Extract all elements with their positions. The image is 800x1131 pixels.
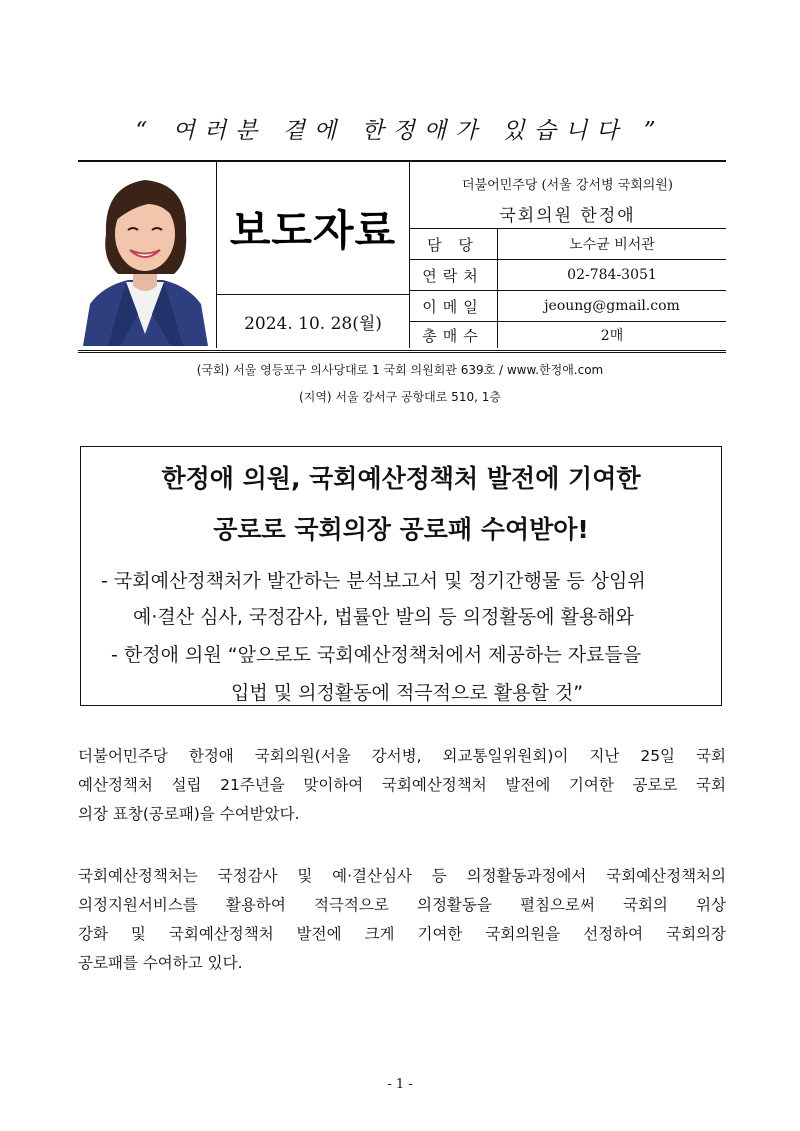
paragraph-line: 강화 및 국회예산정책처 발전에 크게 기여한 국회의원을 선정하여 국회의장	[78, 925, 726, 943]
paragraph-line: 공로패를 수여하고 있다.	[78, 954, 243, 972]
press-release-title: 보도자료	[229, 206, 397, 255]
headline-line-1: 한정애 의원, 국회예산정책처 발전에 기여한	[161, 464, 641, 493]
contact-row	[409, 229, 726, 260]
contact-row	[409, 322, 726, 349]
subheading-2-continued: 입법 및 의정활동에 적극적으로 활용할 것”	[231, 682, 584, 704]
contact-key-email: 이메일	[409, 291, 498, 322]
press-release-title-box	[216, 162, 410, 294]
contact-row	[409, 260, 726, 291]
contact-value-person: 노수균 비서관	[498, 229, 727, 260]
contact-value-pages: 2매	[600, 328, 624, 344]
party-affiliation: 더불어민주당 (서울 강서병 국회의원)	[462, 178, 673, 193]
paragraph-line: 의정지원서비스를 활용하여 적극적으로 의정활동을 펼침으로써 국회의 위상	[78, 896, 726, 914]
contact-table	[409, 229, 726, 348]
contact-value-email[interactable]: jeoung@gmail.com	[498, 291, 727, 322]
subheading-1: - 국회예산정책처가 발간하는 분석보고서 및 정기간행물 등 상임위	[101, 570, 646, 592]
contact-key-person: 담 당	[409, 229, 498, 260]
paragraph-line: 예산정책처 설립 21주년을 맞이하여 국회예산정책처 발전에 기여한 공로로 국회	[78, 776, 726, 794]
slogan: “ 여러분 곁에 한정애가 있습니다 ”	[135, 118, 665, 144]
contact-value-phone: 02-784-3051	[498, 260, 727, 291]
organization-box	[409, 162, 726, 229]
headline-box	[80, 446, 722, 706]
release-date-box	[216, 294, 410, 348]
release-date: 2024. 10. 28(월)	[244, 314, 382, 334]
district-address: (지역) 서울 강서구 공항대로 510, 1층	[299, 390, 501, 404]
press-release-header	[78, 160, 726, 353]
lawmaker-name: 국회의원 한정애	[499, 206, 636, 226]
subheading-2: - 한정애 의원 “앞으로도 국회예산정책처에서 제공하는 자료들을	[111, 644, 642, 666]
page-number: - 1 -	[387, 1077, 413, 1092]
address-block	[0, 357, 800, 411]
subheading-1-continued: 예·결산 심사, 국정감사, 법률안 발의 등 의정활동에 활용해와	[133, 606, 634, 628]
headline-line-2: 공로로 국회의장 공로패 수여받아!	[213, 515, 589, 544]
paragraph-line: 더불어민주당 한정애 국회의원(서울 강서병, 외교통일위원회)이 지난 25일 국회	[78, 747, 726, 765]
body-paragraph-2	[78, 862, 726, 978]
paragraph-line: 국회예산정책처는 국정감사 및 예·결산심사 등 의정활동과정에서 국회예산정책처의	[78, 867, 726, 885]
contact-key-pages: 총매수	[409, 322, 498, 349]
lawmaker-portrait-photo	[78, 164, 213, 346]
body-paragraph-1	[78, 742, 726, 829]
contact-key-phone: 연락처	[409, 260, 498, 291]
contact-row	[409, 291, 726, 322]
paragraph-line: 의장 표창(공로패)을 수여받았다.	[78, 805, 300, 823]
assembly-address: (국회) 서울 영등포구 의사당대로 1 국회 의원회관 639호 / www.한정애.com	[196, 363, 604, 377]
